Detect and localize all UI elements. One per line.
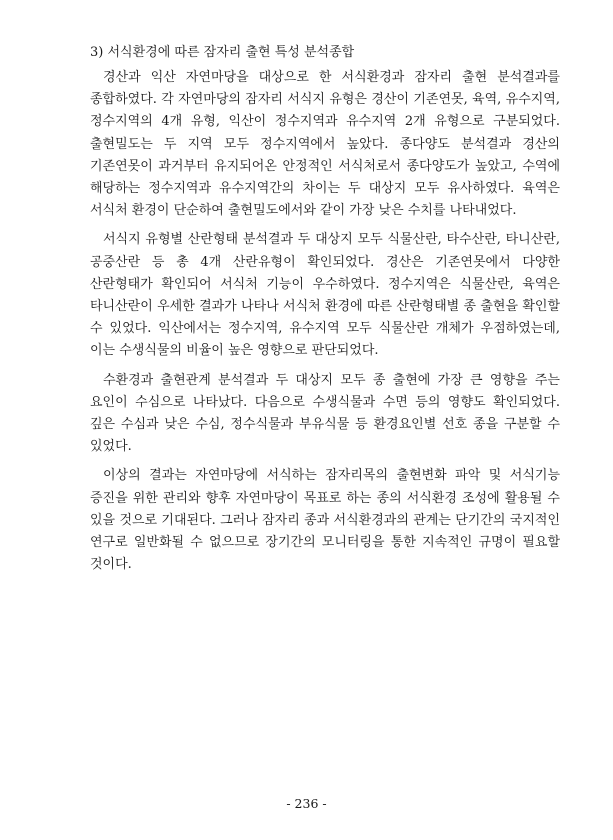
document-body (90, 42, 560, 583)
section-heading: 3) 서식환경에 따른 잠자리 출현 특성 분석종합 (90, 45, 355, 60)
paragraph-summary: 경산과 익산 자연마당을 대상으로 한 서식환경과 잠자리 출현 분석결과를 종합하였다. 각 자연마당의 잠자리 서식지 유형은 경산이 기존연못, 육역, 유수지역, 정수지역의 4개 유형, 익산이 정수지역과 유수지역 2개 유형으로 구분되었다. 출현밀도는 두 지역 모두 정수지역에서 높았다. 종다양도 분석결과 경산의 기존연못이 과거부터 유지되어온 안정적인 서식처로서 종다양도가 높았고, 수역에 해당하는 정수지역과 유수지역간의 차이는 두 대상지 모두 유사하였다. 육역은 서식처 환경이 단순하여 출현밀도에서와 같이 가장 낮은 수치를 나타내었다. (90, 70, 560, 219)
paragraph-conclusion: 이상의 결과는 자연마당에 서식하는 잠자리목의 출현변화 파악 및 서식기능 증진을 위한 관리와 향후 자연마당이 목표로 하는 종의 서식환경 조성에 활용될 수 있을 것으로 기대된다. 그러나 잠자리 종과 서식환경과의 관계는 단기간의 국지적인 연구로 일반화될 수 없으므로 장기간의 모니터링을 통한 지속적인 규명이 필요할 것이다. (90, 468, 560, 573)
page-number: - 236 - (286, 796, 327, 811)
paragraph-spawning: 서식지 유형별 산란형태 분석결과 두 대상지 모두 식물산란, 타수산란, 타니산란, 공중산란 등 총 4개 산란유형이 확인되었다. 경산은 기존연못에서 다양한 산란형태가 확인되어 서식처 기능이 우수하였다. 정수지역은 식물산란, 육역은 타니산란이 우세한 결과가 나타나 서식처 환경에 따른 산란형태별 종 출현을 확인할 수 있었다. 익산에서는 정수지역, 유수지역 모두 식물산란 개체가 우점하였는데, 이는 수생식물의 비율이 높은 영향으로 판단되었다. (90, 232, 560, 359)
paragraph-water-environment: 수환경과 출현관계 분석결과 두 대상지 모두 종 출현에 가장 큰 영향을 주는 요인이 수심으로 나타났다. 다음으로 수생식물과 수면 등의 영향도 확인되었다. 깊은 수심과 낮은 수심, 정수식물과 부유식물 등 환경요인별 선호 종을 구분할 수 있었다. (90, 372, 560, 455)
